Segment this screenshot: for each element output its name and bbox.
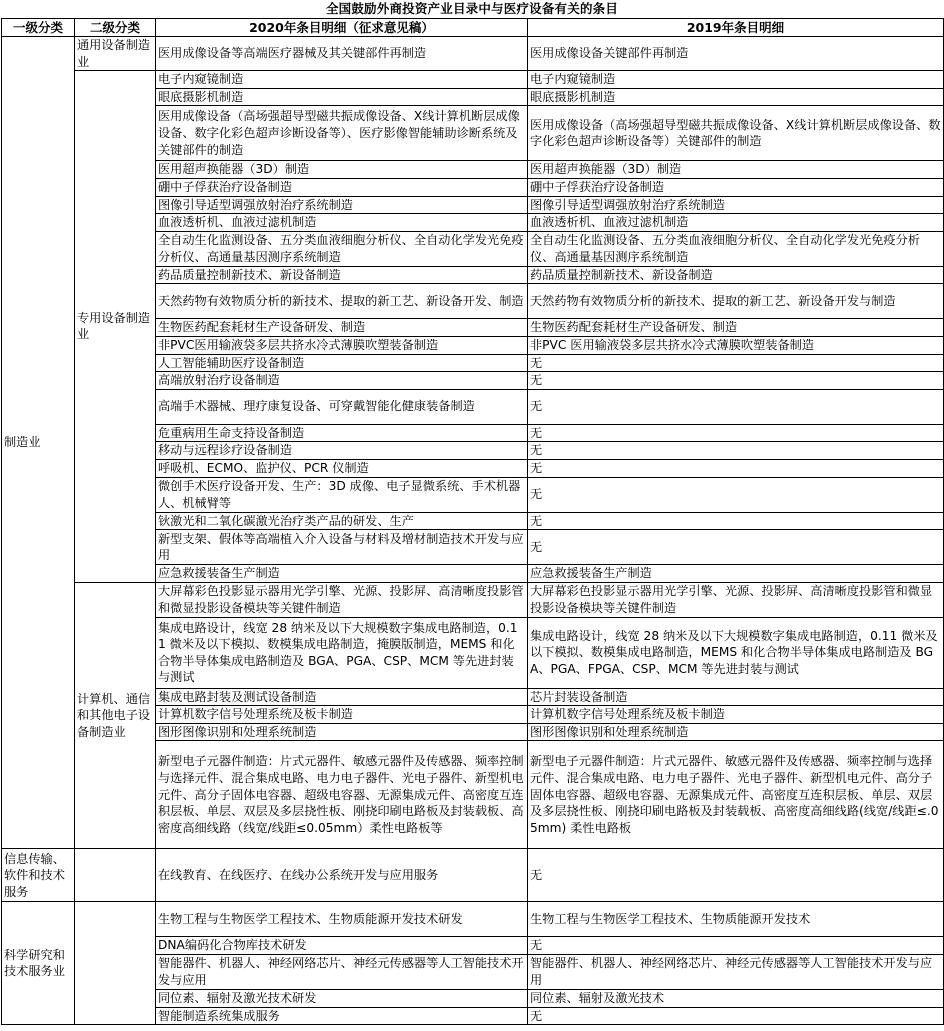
cat1-cell: 科学研究和技术服务业	[2, 902, 75, 1025]
item-2020-cell: 人工智能辅助医疗设备制造	[156, 354, 528, 372]
cat2-cell: 计算机、通信和其他电子设备制造业	[75, 582, 156, 849]
item-2019-cell: 无	[528, 1007, 944, 1025]
item-2019-cell: 芯片封装设备制造	[528, 688, 944, 706]
item-2020-cell: 新型电子元器件制造：片式元器件、敏感元器件及传感器、频率控制与选择元件、混合集成电路、电力电子器件、光电子器件、新型机电元件、高分子固体电容器、超级电容器、无源集成元件、高密度互连积层板、单层、双层及多层挠性板、刚挠印刷电路板及封装载板、高密度高细线路（线宽/线距≤0.05mm）柔性电路板等	[156, 741, 528, 849]
item-2020-cell: 图形图像识别和处理系统制造	[156, 723, 528, 741]
item-2019-cell: 无	[528, 477, 944, 512]
item-2019-cell: 集成电路设计，线宽 28 纳米及以下大规模数字集成电路制造，0.11 微米及以下模拟、数模集成电路制造，MEMS 和化合物半导体集成电路制造及 BGA、PGA、FPGA、CSP、MCM 等先进封装与测试	[528, 617, 944, 688]
item-2019-cell: 无	[528, 389, 944, 424]
document-title: 全国鼓励外商投资产业目录中与医疗设备有关的条目	[325, 1, 619, 16]
item-2019-cell: 计算机数字信号处理系统及板卡制造	[528, 706, 944, 724]
item-2019-cell: 图像引导适型调强放射治疗系统制造	[528, 196, 944, 214]
catalog-table	[1, 18, 944, 1025]
header-cat1: 一级分类	[2, 19, 75, 37]
table-row	[2, 902, 944, 937]
item-2019-cell: 无	[528, 424, 944, 442]
item-2019-cell: 全自动生化监测设备、五分类血液细胞分析仪、全自动化学发光免疫分析仪、高通量基因测序系统制造	[528, 231, 944, 266]
item-2020-cell: 新型支架、假体等高端植入介入设备与材料及增材制造技术开发与应用	[156, 530, 528, 565]
item-2020-cell: 高端放射治疗设备制造	[156, 372, 528, 390]
item-2019-cell: 图形图像识别和处理系统制造	[528, 723, 944, 741]
header-2019: 2019年条目明细	[528, 19, 944, 37]
item-2020-cell: 医用成像设备（高场强超导型磁共振成像设备、X线计算机断层成像设备、数字化彩色超声诊断设备等）、医疗影像智能辅助诊断系统及关键部件的制造	[156, 106, 528, 161]
item-2019-cell: 生物医药配套耗材生产设备研发、制造	[528, 319, 944, 337]
item-2019-cell: 硼中子俘获治疗设备制造	[528, 178, 944, 196]
cat2-cell: 专用设备制造业	[75, 71, 156, 583]
item-2020-cell: 集成电路封装及测试设备制造	[156, 688, 528, 706]
item-2020-cell: 在线教育、在线医疗、在线办公系统开发与应用服务	[156, 849, 528, 902]
item-2020-cell: 医用超声换能器（3D）制造	[156, 161, 528, 179]
item-2019-cell: 天然药物有效物质分析的新技术、提取的新工艺、新设备开发与制造	[528, 284, 944, 319]
item-2020-cell: 血液透析机、血液过滤机制造	[156, 214, 528, 232]
header-2020: 2020年条目明细（征求意见稿）	[156, 19, 528, 37]
item-2019-cell: 非PVC 医用输液袋多层共挤水冷式薄膜吹塑装备制造	[528, 336, 944, 354]
item-2019-cell: 医用超声换能器（3D）制造	[528, 161, 944, 179]
table-body	[2, 37, 944, 1025]
item-2020-cell: 生物工程与生物医学工程技术、生物质能源开发技术研发	[156, 902, 528, 937]
item-2019-cell: 无	[528, 442, 944, 460]
table-row	[2, 849, 944, 902]
item-2020-cell: 同位素、辐射及激光技术研发	[156, 990, 528, 1008]
table-row	[2, 37, 944, 71]
table-header-row	[2, 19, 944, 37]
item-2020-cell: 药品质量控制新技术、新设备制造	[156, 266, 528, 284]
item-2019-cell: 电子内窥镜制造	[528, 71, 944, 89]
item-2020-cell: 生物医药配套耗材生产设备研发、制造	[156, 319, 528, 337]
item-2020-cell: 硼中子俘获治疗设备制造	[156, 178, 528, 196]
item-2020-cell: 微创手术医疗设备开发、生产：3D 成像、电子显微系统、手术机器人、机械臂等	[156, 477, 528, 512]
item-2020-cell: 高端手术器械、理疗康复设备、可穿戴智能化健康装备制造	[156, 389, 528, 424]
item-2020-cell: DNA编码化合物库技术研发	[156, 937, 528, 955]
item-2019-cell: 无	[528, 354, 944, 372]
item-2019-cell: 眼底摄影机制造	[528, 88, 944, 106]
item-2020-cell: 集成电路设计，线宽 28 纳米及以下大规模数字集成电路制造，0.11 微米及以下模拟、数模集成电路制造，掩膜版制造，MEMS 和化合物半导体集成电路制造及 BGA、PGA、CSP、MCM 等先进封装与测试	[156, 617, 528, 688]
item-2020-cell: 非PVC医用输液袋多层共挤水冷式薄膜吹塑装备制造	[156, 336, 528, 354]
item-2020-cell: 呼吸机、ECMO、监护仪、PCR 仪制造	[156, 459, 528, 477]
item-2020-cell: 图像引导适型调强放射治疗系统制造	[156, 196, 528, 214]
item-2019-cell: 应急救援装备生产制造	[528, 565, 944, 583]
item-2019-cell: 智能器件、机器人、神经网络芯片、神经元传感器等人工智能技术开发与应用	[528, 955, 944, 990]
cat1-cell: 信息传输、软件和技术服务	[2, 849, 75, 902]
item-2020-cell: 移动与远程诊疗设备制造	[156, 442, 528, 460]
item-2019-cell: 药品质量控制新技术、新设备制造	[528, 266, 944, 284]
header-cat2: 二级分类	[75, 19, 156, 37]
item-2020-cell: 智能器件、机器人、神经网络芯片、神经元传感器等人工智能技术开发与应用	[156, 955, 528, 990]
item-2020-cell: 医用成像设备等高端医疗器械及其关键部件再制造	[156, 37, 528, 71]
item-2019-cell: 无	[528, 372, 944, 390]
item-2019-cell: 血液透析机、血液过滤机制造	[528, 214, 944, 232]
item-2019-cell: 生物工程与生物医学工程技术、生物质能源开发技术	[528, 902, 944, 937]
item-2020-cell: 智能制造系统集成服务	[156, 1007, 528, 1025]
item-2020-cell: 钬激光和二氧化碳激光治疗类产品的研发、生产	[156, 512, 528, 530]
item-2019-cell: 新型电子元器件制造：片式元器件、敏感元器件及传感器、频率控制与选择元件、混合集成电路、电力电子器件、光电子器件、新型机电元件、高分子固体电容器、超级电容器、无源集成元件、高密度互连积层板、单层、双层及多层挠性板、刚挠印刷电路板及封装载板、高密度高细线路(线宽/线距≤.05mm) 柔性电路板	[528, 741, 944, 849]
item-2019-cell: 大屏幕彩色投影显示器用光学引擎、光源、投影屏、高清晰度投影管和微显投影设备模块等关键件制造	[528, 582, 944, 617]
table-row	[2, 582, 944, 617]
table-row	[2, 71, 944, 89]
item-2019-cell: 无	[528, 937, 944, 955]
item-2019-cell: 无	[528, 849, 944, 902]
item-2019-cell: 医用成像设备（高场强超导型磁共振成像设备、X线计算机断层成像设备、数字化彩色超声诊断设备等）关键部件的制造	[528, 106, 944, 161]
item-2019-cell: 医用成像设备关键部件再制造	[528, 37, 944, 71]
item-2020-cell: 眼底摄影机制造	[156, 88, 528, 106]
item-2020-cell: 危重病用生命支持设备制造	[156, 424, 528, 442]
item-2019-cell: 无	[528, 512, 944, 530]
item-2019-cell: 同位素、辐射及激光技术	[528, 990, 944, 1008]
item-2019-cell: 无	[528, 459, 944, 477]
cat2-cell: 通用设备制造业	[75, 37, 156, 71]
item-2020-cell: 天然药物有效物质分析的新技术、提取的新工艺、新设备开发、制造	[156, 284, 528, 319]
cat2-cell	[75, 902, 156, 1025]
item-2020-cell: 电子内窥镜制造	[156, 71, 528, 89]
item-2020-cell: 计算机数字信号处理系统及板卡制造	[156, 706, 528, 724]
item-2020-cell: 应急救援装备生产制造	[156, 565, 528, 583]
cat1-cell: 制造业	[2, 37, 75, 849]
cat2-cell	[75, 849, 156, 902]
item-2020-cell: 全自动生化监测设备、五分类血液细胞分析仪、全自动化学发光免疫分析仪、高通量基因测序系统制造	[156, 231, 528, 266]
item-2019-cell: 无	[528, 530, 944, 565]
item-2020-cell: 大屏幕彩色投影显示器用光学引擎、光源、投影屏、高清晰度投影管和微显投影设备模块等关键件制造	[156, 582, 528, 617]
